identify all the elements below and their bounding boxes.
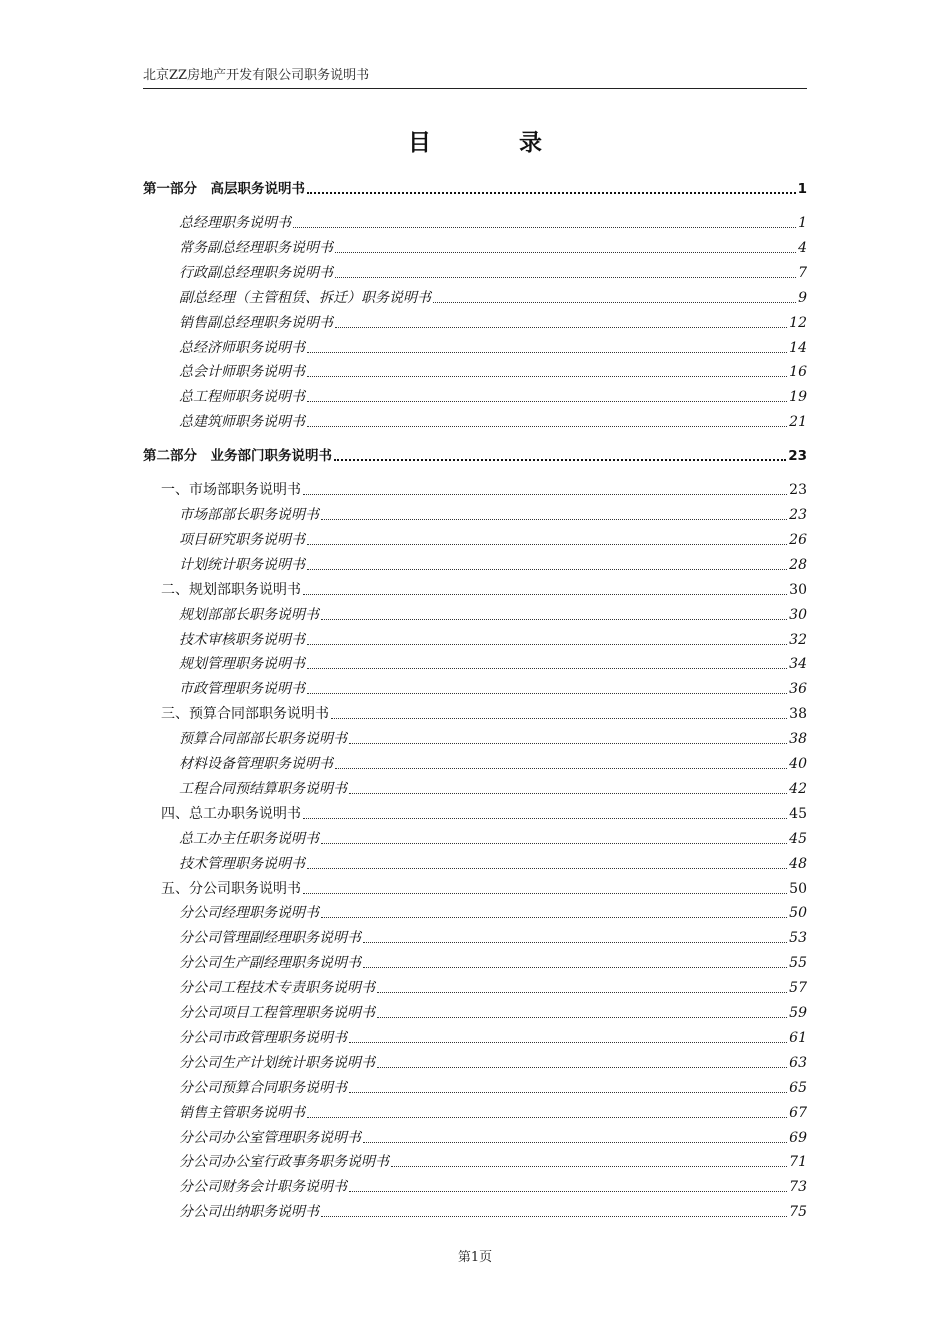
toc-entry-page-number: 55 <box>789 955 807 972</box>
toc-leader-dots <box>349 743 787 744</box>
toc-leader-dots <box>349 793 787 794</box>
toc-entry-page-number: 30 <box>789 606 807 623</box>
toc-entry-part[interactable] <box>143 176 807 198</box>
toc-entry-page-number: 32 <box>789 631 807 648</box>
toc-entry-item[interactable] <box>143 1125 807 1147</box>
toc-leader-dots <box>307 668 787 669</box>
toc-leader-dots <box>363 942 787 943</box>
toc-entry-page-number: 19 <box>789 389 807 406</box>
toc-entry-label: 分公司经理职务说明书 <box>179 905 319 922</box>
toc-entry-label: 工程合同预结算职务说明书 <box>179 780 347 797</box>
toc-entry-label: 总建筑师职务说明书 <box>179 414 305 431</box>
toc-entry-item[interactable] <box>143 627 807 649</box>
toc-entry-label: 分公司办公室行政事务职务说明书 <box>179 1154 389 1171</box>
toc-leader-dots <box>334 459 786 461</box>
toc-leader-dots <box>377 992 787 993</box>
toc-entry-item[interactable] <box>143 950 807 972</box>
toc-entry-label: 三、预算合同部职务说明书 <box>161 706 329 723</box>
toc-leader-dots <box>335 327 787 328</box>
toc-entry-label: 分公司管理副经理职务说明书 <box>179 930 361 947</box>
page-number: 第1页 <box>457 1250 493 1265</box>
toc-entry-item[interactable] <box>143 210 807 232</box>
toc-entry-page-number: 42 <box>789 780 807 797</box>
toc-leader-dots <box>363 1142 787 1143</box>
page-header: 北京ZZ房地产开发有限公司职务说明书 <box>143 66 807 89</box>
toc-entry-item[interactable] <box>143 1199 807 1221</box>
toc-leader-dots <box>335 277 796 278</box>
toc-entry-page-number: 45 <box>789 830 807 847</box>
toc-entry-item[interactable] <box>143 310 807 332</box>
toc-leader-dots <box>307 868 787 869</box>
toc-entry-item[interactable] <box>143 925 807 947</box>
toc-entry-item[interactable] <box>143 527 807 549</box>
toc-entry-page-number: 30 <box>789 581 807 598</box>
toc-leader-dots <box>307 192 796 194</box>
toc-entry-page-number: 21 <box>789 414 807 431</box>
toc-entry-page-number: 23 <box>788 448 807 465</box>
toc-entry-item[interactable] <box>143 776 807 798</box>
toc-entry-label: 分公司出纳职务说明书 <box>179 1204 319 1221</box>
toc-entry-page-number: 23 <box>789 482 807 499</box>
toc-entry-item[interactable] <box>143 1025 807 1047</box>
toc-entry-label: 总工程师职务说明书 <box>179 389 305 406</box>
toc-entry-page-number: 38 <box>789 706 807 723</box>
toc-entry-label: 总工办主任职务说明书 <box>179 830 319 847</box>
toc-entry-item[interactable] <box>143 1050 807 1072</box>
toc-entry-item[interactable] <box>143 1174 807 1196</box>
toc-leader-dots <box>307 544 787 545</box>
toc-leader-dots <box>349 1092 787 1093</box>
toc-entry-page-number: 34 <box>789 656 807 673</box>
toc-entry-label: 预算合同部部长职务说明书 <box>179 731 347 748</box>
toc-entry-label: 行政副总经理职务说明书 <box>179 264 333 281</box>
toc-entry-item[interactable] <box>143 726 807 748</box>
toc-entry-page-number: 73 <box>789 1179 807 1196</box>
toc-entry-page-number: 4 <box>798 239 807 256</box>
page-title: 目 录 <box>407 130 582 156</box>
toc-leader-dots <box>433 302 796 303</box>
toc-entry-label: 总会计师职务说明书 <box>179 364 305 381</box>
toc-entry-page-number: 53 <box>789 930 807 947</box>
toc-leader-dots <box>391 1166 787 1167</box>
toc-entry-label: 分公司财务会计职务说明书 <box>179 1179 347 1196</box>
toc-entry-page-number: 26 <box>789 531 807 548</box>
toc-entry-label: 技术管理职务说明书 <box>179 855 305 872</box>
toc-entry-label: 规划部部长职务说明书 <box>179 606 319 623</box>
toc-entry-page-number: 67 <box>789 1104 807 1121</box>
toc-entry-item[interactable] <box>143 1075 807 1097</box>
toc-entry-item[interactable] <box>143 676 807 698</box>
toc-entry-item[interactable] <box>143 502 807 524</box>
toc-leader-dots <box>321 519 787 520</box>
toc-leader-dots <box>377 1067 787 1068</box>
toc-entry-page-number: 69 <box>789 1129 807 1146</box>
toc-entry-page-number: 65 <box>789 1079 807 1096</box>
toc-entry-page-number: 1 <box>798 215 807 231</box>
toc-entry-label: 销售主管职务说明书 <box>179 1104 305 1121</box>
toc-leader-dots <box>307 352 787 353</box>
toc-entry-page-number: 7 <box>798 264 807 281</box>
toc-entry-label: 分公司生产计划统计职务说明书 <box>179 1054 375 1071</box>
toc-entry-item[interactable] <box>143 260 807 282</box>
toc-leader-dots <box>307 1117 787 1118</box>
toc-entry-page-number: 63 <box>789 1054 807 1071</box>
toc-entry-item[interactable] <box>143 409 807 431</box>
toc-entry-page-number: 57 <box>789 980 807 997</box>
toc-leader-dots <box>307 644 787 645</box>
toc-entry-label: 一、市场部职务说明书 <box>161 482 301 499</box>
toc-leader-dots <box>307 693 787 694</box>
toc-entry-label: 总经理职务说明书 <box>179 215 291 231</box>
toc-leader-dots <box>307 569 787 570</box>
toc-leader-dots <box>303 494 787 495</box>
toc-entry-page-number: 45 <box>789 805 807 822</box>
toc-entry-label: 分公司项目工程管理职务说明书 <box>179 1005 375 1021</box>
toc-entry-item[interactable] <box>143 751 807 773</box>
toc-leader-dots <box>307 426 787 427</box>
toc-entry-section[interactable] <box>143 477 807 499</box>
toc-entry-item[interactable] <box>143 651 807 673</box>
toc-entry-section[interactable] <box>143 577 807 599</box>
toc-entry-label: 第一部分 高层职务说明书 <box>143 181 305 197</box>
toc-entry-label: 计划统计职务说明书 <box>179 556 305 573</box>
toc-leader-dots <box>335 768 787 769</box>
toc-leader-dots <box>321 1216 787 1217</box>
toc-entry-label: 销售副总经理职务说明书 <box>179 314 333 331</box>
toc-entry-page-number: 59 <box>789 1005 807 1021</box>
toc-entry-label: 副总经理（主管租赁、拆迁）职务说明书 <box>179 289 431 306</box>
toc-entry-page-number: 40 <box>789 756 807 772</box>
toc-entry-label: 材料设备管理职务说明书 <box>179 756 333 772</box>
toc-entry-label: 分公司生产副经理职务说明书 <box>179 955 361 972</box>
toc-entry-page-number: 71 <box>789 1154 807 1171</box>
toc-entry-item[interactable] <box>143 602 807 624</box>
toc-entry-section[interactable] <box>143 801 807 823</box>
toc-entry-page-number: 12 <box>789 314 807 331</box>
toc-entry-page-number: 23 <box>789 507 807 523</box>
toc-entry-label: 市政管理职务说明书 <box>179 681 305 698</box>
toc-entry-label: 项目研究职务说明书 <box>179 531 305 548</box>
toc-entry-item[interactable] <box>143 1149 807 1171</box>
toc-entry-item[interactable] <box>143 335 807 357</box>
toc-entry-page-number: 28 <box>789 556 807 573</box>
toc-entry-label: 分公司预算合同职务说明书 <box>179 1079 347 1096</box>
toc-entry-page-number: 16 <box>789 364 807 381</box>
toc-entry-page-number: 1 <box>797 181 807 197</box>
toc-entry-section[interactable] <box>143 701 807 723</box>
toc-entry-item[interactable] <box>143 851 807 873</box>
toc-leader-dots <box>307 376 787 377</box>
toc-entry-item[interactable] <box>143 1000 807 1022</box>
toc-entry-page-number: 14 <box>789 339 807 356</box>
toc-entry-label: 常务副总经理职务说明书 <box>179 239 333 256</box>
toc-entry-item[interactable] <box>143 1100 807 1122</box>
toc-leader-dots <box>321 917 787 918</box>
toc-entry-label: 市场部部长职务说明书 <box>179 507 319 523</box>
toc-entry-item[interactable] <box>143 826 807 848</box>
toc-leader-dots <box>349 1042 787 1043</box>
toc-entry-section[interactable] <box>143 876 807 898</box>
toc-entry-item[interactable] <box>143 975 807 997</box>
toc-entry-label: 分公司市政管理职务说明书 <box>179 1029 347 1046</box>
toc-entry-item[interactable] <box>143 359 807 381</box>
toc-leader-dots <box>303 594 787 595</box>
toc-entry-item[interactable] <box>143 235 807 257</box>
toc-entry-label: 技术审核职务说明书 <box>179 631 305 648</box>
toc-entry-item[interactable] <box>143 285 807 307</box>
toc-entry-label: 分公司工程技术专责职务说明书 <box>179 980 375 997</box>
toc-leader-dots <box>377 1017 787 1018</box>
toc-entry-label: 二、规划部职务说明书 <box>161 581 301 598</box>
toc-leader-dots <box>363 967 787 968</box>
toc-entry-label: 分公司办公室管理职务说明书 <box>179 1129 361 1146</box>
toc-leader-dots <box>293 227 796 228</box>
toc-leader-dots <box>307 401 787 402</box>
toc-entry-item[interactable] <box>143 384 807 406</box>
toc-leader-dots <box>321 843 787 844</box>
toc-leader-dots <box>303 818 787 819</box>
toc-entry-page-number: 75 <box>789 1204 807 1221</box>
toc-leader-dots <box>331 718 787 719</box>
toc-leader-dots <box>321 619 787 620</box>
toc-entry-page-number: 50 <box>789 905 807 922</box>
toc-entry-label: 规划管理职务说明书 <box>179 656 305 673</box>
toc-entry-item[interactable] <box>143 900 807 922</box>
toc-leader-dots <box>335 252 796 253</box>
toc-entry-page-number: 61 <box>789 1029 807 1046</box>
toc-entry-page-number: 9 <box>798 289 807 306</box>
toc-entry-page-number: 36 <box>789 681 807 698</box>
toc-entry-label: 五、分公司职务说明书 <box>161 880 301 897</box>
toc-leader-dots <box>349 1191 787 1192</box>
toc-entry-page-number: 38 <box>789 731 807 748</box>
toc-entry-page-number: 48 <box>789 855 807 872</box>
toc-entry-label: 四、总工办职务说明书 <box>161 805 301 822</box>
toc-entry-label: 总经济师职务说明书 <box>179 339 305 356</box>
toc-leader-dots <box>303 893 787 894</box>
toc-entry-item[interactable] <box>143 552 807 574</box>
toc-entry-label: 第二部分 业务部门职务说明书 <box>143 448 332 465</box>
toc-entry-page-number: 50 <box>789 880 807 897</box>
toc-entry-part[interactable] <box>143 443 807 465</box>
